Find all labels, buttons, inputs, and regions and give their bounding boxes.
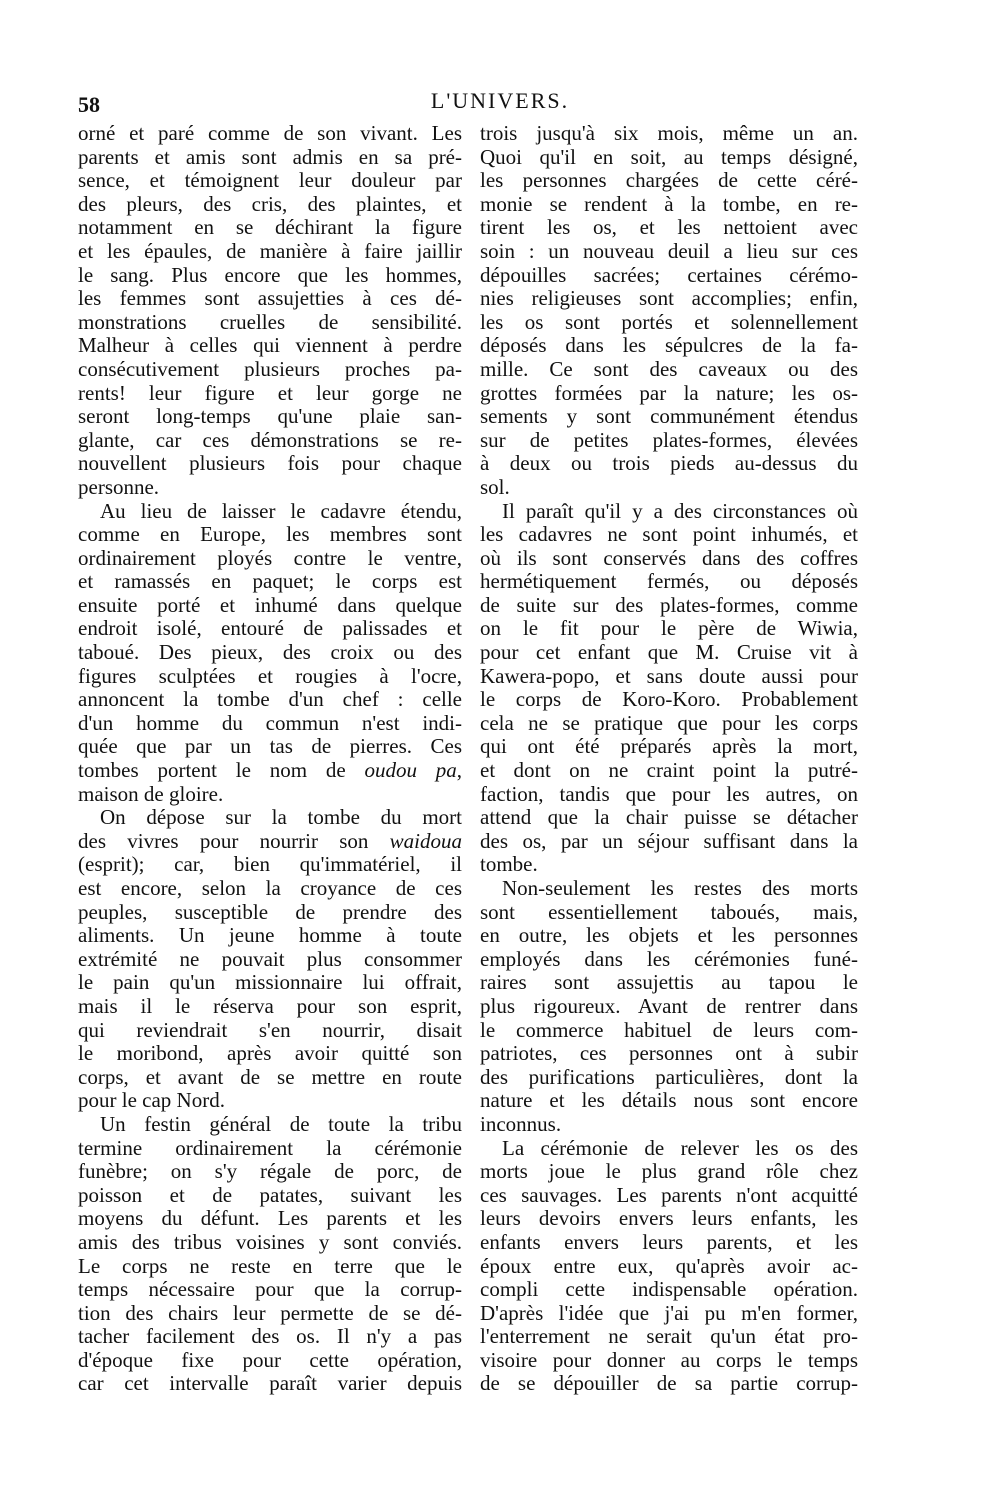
text-line: à deux ou trois pieds au-dessus du <box>480 451 858 476</box>
text-line: mille. Ce sont des caveaux ou des <box>480 356 858 381</box>
text-line: les os sont portés et solennellement <box>480 309 858 334</box>
text-line: peuples, susceptible de prendre des <box>78 899 462 924</box>
text-line: des vivres pour nourrir son waidoua <box>78 828 462 853</box>
text-line: sol. <box>480 474 510 499</box>
paragraph <box>480 877 858 1137</box>
text-line: trois jusqu'à six mois, même un an. <box>480 121 858 145</box>
text-line: annoncent la tombe d'un chef : celle <box>78 687 462 712</box>
text-line: époux entre eux, qu'après avoir ac- <box>480 1253 858 1278</box>
text-line: Non-seulement les restes des morts <box>502 876 858 900</box>
text-line: le corps de Koro-Koro. Probablement <box>480 687 858 712</box>
page-number: 58 <box>78 92 100 117</box>
text-line: le commerce habituel de leurs com- <box>480 1017 858 1042</box>
text-line: pour le cap Nord. <box>78 1088 225 1113</box>
text-line: des os, par un séjour suffisant dans la <box>480 828 858 853</box>
paragraph <box>480 500 858 878</box>
paragraph <box>78 1113 462 1396</box>
running-title: L'UNIVERS. <box>430 88 570 113</box>
text-line: La cérémonie de relever les os des <box>502 1135 858 1160</box>
right-column <box>480 122 858 1396</box>
text-line: les femmes sont assujetties à ces dé- <box>78 286 462 311</box>
text-line: dépouilles sacrées; certaines cérémo- <box>480 262 858 287</box>
text-line: d'un homme du commun n'est indi- <box>78 710 462 735</box>
paragraph <box>78 122 462 500</box>
text-line: Au lieu de laisser le cadavre étendu, <box>100 498 462 523</box>
text-line: et dont on ne craint point la putré- <box>480 758 858 783</box>
text-line: sements y sont communément étendus <box>480 404 858 429</box>
text-line: morts joue le plus grand rôle chez <box>480 1159 858 1184</box>
text-line: sur de petites plates-formes, élevées <box>480 427 858 452</box>
paragraph <box>480 1137 858 1397</box>
text-line: tirent les os, et les nettoient avec <box>480 215 858 240</box>
text-line: funèbre; on s'y régale de porc, de <box>78 1159 462 1184</box>
text-line: tombe. <box>480 852 538 877</box>
text-line: et ramassés en paquet; le corps est <box>78 569 462 594</box>
text-line: sence, et témoignent leur douleur par <box>78 168 462 193</box>
text-line: cela ne se pratique que pour les corps <box>480 710 858 735</box>
text-line: de suite sur des plates-formes, comme <box>480 592 858 617</box>
text-line: mais il le réserva pour son esprit, <box>78 993 462 1018</box>
text-line: poisson et de patates, suivant les <box>78 1182 462 1207</box>
text-line: grottes formées par la nature; les os- <box>480 380 858 405</box>
text-line: enfants envers leurs parents, et les <box>480 1229 858 1254</box>
text-line: déposés dans les sépulcres de la fa- <box>480 333 858 358</box>
text-line: raires sont assujettis au tapou le <box>480 970 858 995</box>
text-line: monstrations cruelles de sensibilité. <box>78 309 462 334</box>
text-line: leurs devoirs envers leurs enfants, les <box>480 1206 858 1231</box>
text-line: Quoi qu'il en soit, au temps désigné, <box>480 144 858 169</box>
text-line: en outre, les objets et les personnes <box>480 923 858 948</box>
text-line: (esprit); car, bien qu'immatériel, il <box>78 852 462 877</box>
text-line: est encore, selon la croyance de ces <box>78 876 462 900</box>
text-line: Kawera-popo, et sans doute aussi pour <box>480 663 858 688</box>
text-line: des pleurs, des cris, des plaintes, et <box>78 191 462 216</box>
text-line: faction, tandis que pour les autres, on <box>480 781 858 806</box>
text-line: les cadavres ne sont point inhumés, et <box>480 522 858 547</box>
text-line: l'enterrement ne serait qu'un état pro- <box>480 1324 858 1349</box>
text-line: attend que la chair puisse se détacher <box>480 805 858 830</box>
text-line: orné et paré comme de son vivant. Les <box>78 121 462 145</box>
text-line: tacher facilement des os. Il n'y a pas <box>78 1324 462 1349</box>
text-line: corps, et avant de se mettre en route <box>78 1064 462 1089</box>
text-line: nouvellent plusieurs fois pour chaque <box>78 451 462 476</box>
text-line: consécutivement plusieurs proches pa- <box>78 356 462 381</box>
text-line: sont essentiellement taboués, mais, <box>480 899 858 924</box>
text-line: employés dans les cérémonies funé- <box>480 946 858 971</box>
text-line: plus rigoureux. Avant de rentrer dans <box>480 993 858 1018</box>
text-line: où ils sont conservés dans des coffres <box>480 545 858 570</box>
text-line: d'époque fixe pour cette opération, <box>78 1347 462 1372</box>
text-line: seront long-temps qu'une plaie san- <box>78 404 462 429</box>
text-line: tombes portent le nom de oudou pa, <box>78 758 462 783</box>
text-line: compli cette indispensable opération. <box>480 1277 858 1302</box>
text-line: ces sauvages. Les parents n'ont acquitté <box>480 1182 858 1207</box>
text-line: Il paraît qu'il y a des circonstances où <box>502 498 858 523</box>
text-line: temps nécessaire pour que la corrup- <box>78 1277 462 1302</box>
text-line: nies religieuses sont accomplies; enfin, <box>480 286 858 311</box>
text-line: soin : un nouveau deuil a lieu sur ces <box>480 238 858 263</box>
text-line: Un festin général de toute la tribu <box>100 1111 462 1136</box>
text-line: ensuite porté et inhumé dans quelque <box>78 592 462 617</box>
text-line: On dépose sur la tombe du mort <box>100 805 462 830</box>
text-line: le moribond, après avoir quitté son <box>78 1041 462 1066</box>
text-line: glante, car ces démonstrations se re- <box>78 427 462 452</box>
text-line: car cet intervalle paraît varier depuis <box>78 1371 462 1396</box>
text-line: on le fit pour le père de Wiwia, <box>480 616 858 641</box>
text-line: des purifications particulières, dont la <box>480 1064 858 1089</box>
text-line: quée que par un tas de pierres. Ces <box>78 734 462 759</box>
text-line: rents! leur figure et leur gorge ne <box>78 380 462 405</box>
text-line: amis des tribus voisines y sont conviés. <box>78 1229 462 1254</box>
text-line: patriotes, ces personnes ont à subir <box>480 1041 858 1066</box>
text-line: et les épaules, de manière à faire jaillir <box>78 238 462 263</box>
text-line: tion des chairs leur permette de se dé- <box>78 1300 462 1325</box>
text-line: notamment en se déchirant la figure <box>78 215 462 240</box>
text-line: parents et amis sont admis en sa pré- <box>78 144 462 169</box>
text-line: qui ont été préparés après la mort, <box>480 734 858 759</box>
text-line: aliments. Un jeune homme à toute <box>78 923 462 948</box>
text-line: comme en Europe, les membres sont <box>78 522 462 547</box>
text-line: moyens du défunt. Les parents et les <box>78 1206 462 1231</box>
text-line: monie se rendent à la tombe, en re- <box>480 191 858 216</box>
text-line: nature et les détails nous sont encore <box>480 1088 858 1113</box>
paragraph <box>480 122 858 500</box>
text-line: D'après l'idée que j'ai pu m'en former, <box>480 1300 858 1325</box>
text-line: personne. <box>78 474 160 499</box>
text-line: le pain qu'un missionnaire lui offrait, <box>78 970 462 995</box>
text-line: maison de gloire. <box>78 781 224 806</box>
text-line: ordinairement ployés contre le ventre, <box>78 545 462 570</box>
left-column <box>78 122 462 1396</box>
text-line: de se dépouiller de sa partie corrup- <box>480 1371 858 1396</box>
text-line: Malheur à celles qui viennent à perdre <box>78 333 462 358</box>
text-line: les personnes chargées de cette céré- <box>480 168 858 193</box>
text-line: Le corps ne reste en terre que le <box>78 1253 462 1278</box>
text-line: inconnus. <box>480 1111 562 1136</box>
text-line: pour cet enfant que M. Cruise vit à <box>480 640 858 665</box>
text-line: extrémité ne pouvait plus consommer <box>78 946 462 971</box>
text-line: termine ordinairement la cérémonie <box>78 1135 462 1160</box>
text-line: taboué. Des pieux, des croix ou des <box>78 640 462 665</box>
paragraph <box>78 806 462 1113</box>
text-line: endroit isolé, entouré de palissades et <box>78 616 462 641</box>
text-line: le sang. Plus encore que les hommes, <box>78 262 462 287</box>
paragraph <box>78 500 462 807</box>
text-line: visoire pour donner au corps le temps <box>480 1347 858 1372</box>
text-line: figures sculptées et rougies à l'ocre, <box>78 663 462 688</box>
text-line: qui reviendrait s'en nourrir, disait <box>78 1017 462 1042</box>
text-line: hermétiquement fermés, ou déposés <box>480 569 858 594</box>
